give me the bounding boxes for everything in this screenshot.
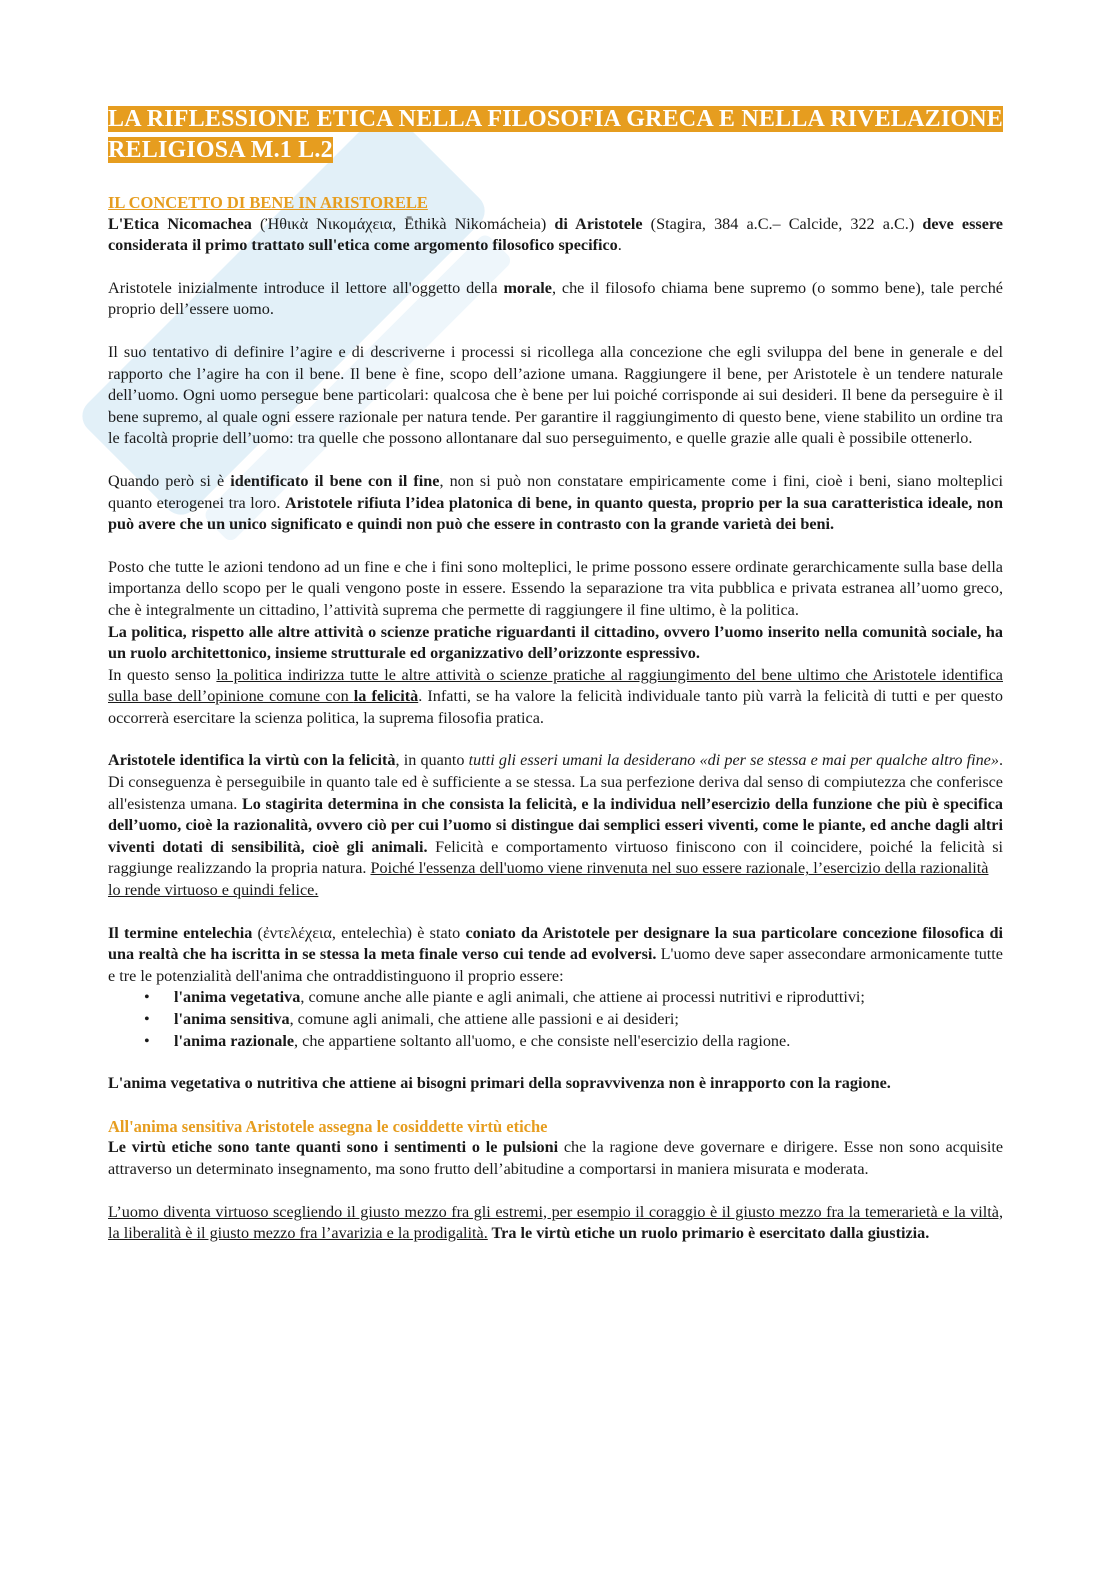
paragraph-agire: Il suo tentativo di definire l’agire e di descriverne i processi si ricollega alla concezione che egli sviluppa del bene in generale e del rapporto che l’agire ha con il bene. Il bene è fine, scopo dell’azione umana. Raggiungere il bene, per Aristotele è un tendere naturale dell’uomo. Ogni uomo persegue bene particolari: qualcosa che è bene per lui poiché corrisponde ai sui desideri. Il bene da perseguire è il bene supremo, al quale ogni essere razionale per natura tende. Per garantire il raggiungimento di questo bene, viene stabilito un ordine tra le facoltà proprie dell’uomo: tra quelle che possono allontanare dal suo perseguimento, e quelle grazie alle quali è possibile ottenerlo. [108,342,1003,448]
section-heading-virtu-etiche: All'anima sensitiva Aristotele assegna le cosiddette virtù etiche [108,1116,548,1136]
paragraph-morale: Aristotele inizialmente introduce il lettore all'oggetto della morale, che il filosofo chiama bene supremo (o sommo bene), tale perché proprio dell’essere uomo. [108,278,1003,319]
paragraph-azioni: Posto che tutte le azioni tendono ad un fine e che i fini sono molteplici, le prime possono essere ordinate gerarchicamente sulla base della importanza dello scopo per le quali vengono poste in essere. Essendo la separazione tra vita pubblica e privata estranea all’uomo greco, che è integralmente un cittadino, l’attività suprema che permette di raggiungere il fine ultimo, è la politica. [108,557,1003,619]
paragraph-virtu-felicita-end: lo rende virtuoso e quindi felice. [108,881,319,900]
document-page [108,104,1003,1245]
anime-list [108,987,1003,1052]
list-item: • l'anima razionale, che appartiene soltanto all'uomo, e che consiste nell'esercizio della ragione. [174,1031,1003,1053]
paragraph-virtu-felicita: Aristotele identifica la virtù con la felicità, in quanto tutti gli esseri umani la desiderano «di per se stessa e mai per qualche altro fine». Di conseguenza è perseguibile in quanto tale ed è sufficiente a se stessa. La sua perfezione deriva dal senso di compiutezza che conferisce all'esistenza umana. Lo stagirita determina in che consista la felicità, e la individua nell’esercizio della funzione che più è specifica dell’uomo, cioè la razionalità, ovvero ciò per cui l’uomo si distingue dai semplici esseri viventi, come le piante, ed anche dagli altri viventi dotati di sensibilità, cioè gli animali. Felicità e comportamento virtuoso finiscono con il coincidere, poiché la felicità si raggiunge realizzando la propria natura. Poiché l'essenza dell'uomo viene rinvenuta nel suo essere razionale, l’esercizio della razionalità [108,751,1003,878]
list-item: • l'anima sensitiva, comune agli animali, che attiene alle passioni e ai desideri; [174,1009,1003,1031]
paragraph-anima-vegetativa: L'anima vegetativa o nutritiva che attiene ai bisogni primari della sopravvivenza non è inrapporto con la ragione. [108,1074,891,1093]
paragraph-entelechia: Il termine entelechia (ἐντελέχεια, entelechìa) è stato coniato da Aristotele per designare la sua particolare concezione filosofica di una realtà che ha iscritta in se stessa la meta finale verso cui tende ad evolversi. L'uomo deve saper assecondare armonicamente tutte e tre le potenzialità dell'anima che ontraddistinguono il proprio essere: [108,923,1004,985]
paragraph-felicita-politica: In questo senso la politica indirizza tutte le altre attività o scienze pratiche al raggiungimento del bene ultimo che Aristotele identifica sulla base dell’opinione comune con la felicità. Infatti, se ha valore la felicità individuale tanto più varrà la felicità di tutti e per questo occorrerà esercitare la scienza politica, la suprema filosofia pratica. [108,665,1004,727]
section-heading-bene: IL CONCETTO DI BENE IN ARISTORELE [108,193,428,212]
paragraph-fine: Quando però si è identificato il bene con il fine, non si può non constatare empiricamente come i fini, cioè i beni, siano molteplici quanto eterogenei tra loro. Aristotele rifiuta l’idea platonica di bene, in quanto questa, proprio per la sua caratteristica ideale, non può avere che un unico significato e quindi non può che essere in contrasto con la grande varietà dei beni. [108,471,1004,534]
document-title: LA RIFLESSIONE ETICA NELLA FILOSOFIA GRECA E NELLA RIVELAZIONE RELIGIOSA M.1 L.2 [108,106,1003,163]
paragraph-virtu-etiche: Le virtù etiche sono tante quanti sono i sentimenti o le pulsioni che la ragione deve governare e dirigere. Esse non sono acquisite attraverso un determinato insegnamento, ma sono frutto dell’abitudine a comportarsi in maniera misurata e moderata. [108,1138,1003,1178]
paragraph-politica: La politica, rispetto alle altre attività o scienze pratiche riguardanti il cittadino, ovvero l’uomo inserito nella comunità sociale, ha un ruolo architettonico, insieme strutturale ed organizzativo dell’orizzonte espressivo. [108,622,1003,663]
list-item: • l'anima vegetativa, comune anche alle piante e agli animali, che attiene ai processi nutritivi e riproduttivi; [174,987,1003,1009]
paragraph-etica-nicomachea: L'Etica Nicomachea (Ἠθικὰ Νικομάχεια, Ēthikà Nikomácheia) di Aristotele (Stagira, 384 a.C.– Calcide, 322 a.C.) deve essere considerata il primo trattato sull'etica come argomento filosofico specifico. [108,214,1003,255]
paragraph-giusto-mezzo: L’uomo diventa virtuoso scegliendo il giusto mezzo fra gli estremi, per esempio il coraggio è il giusto mezzo fra la temerarietà e la viltà, la liberalità è il giusto mezzo fra l’avarizia e la prodigalità. Tra le virtù etiche un ruolo primario è esercitato dalla giustizia. [108,1202,1003,1243]
